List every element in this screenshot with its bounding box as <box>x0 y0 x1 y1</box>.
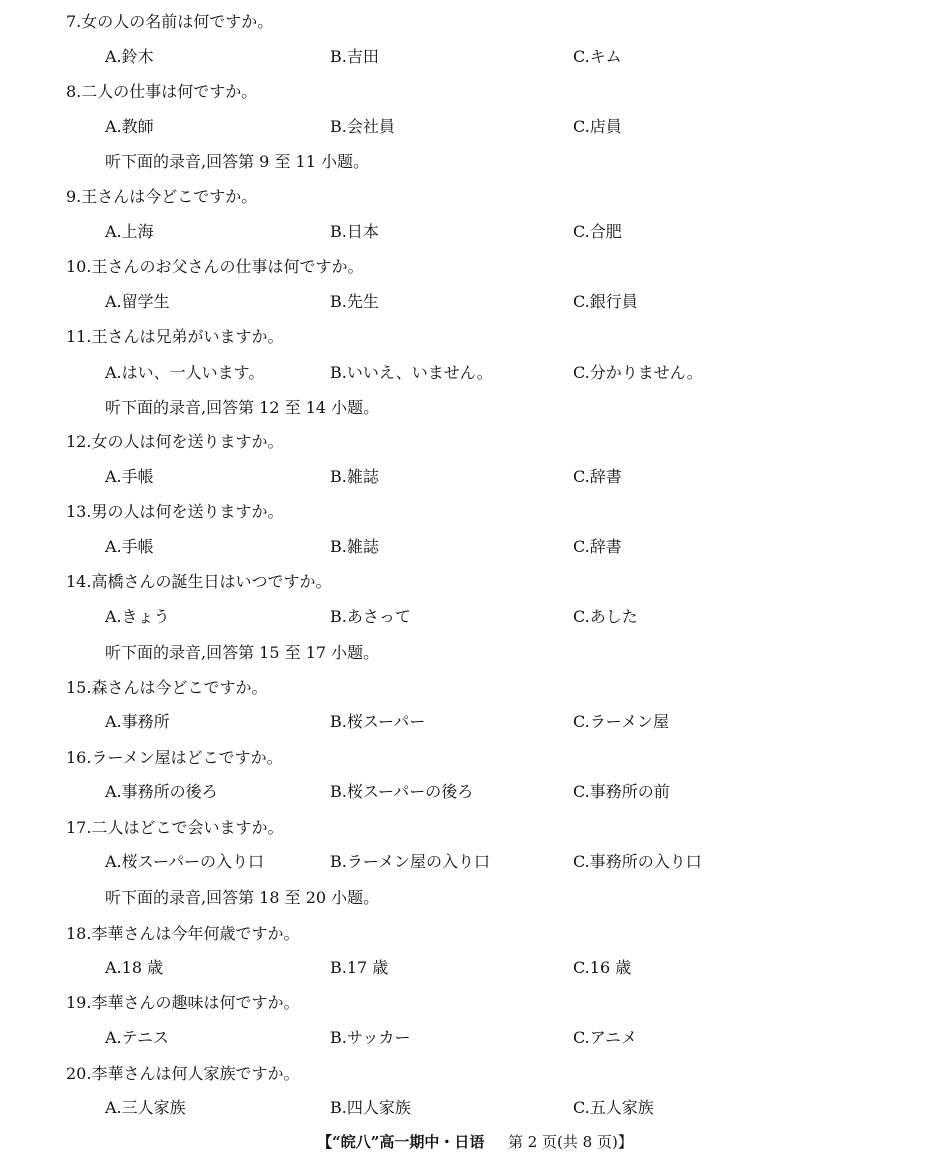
option-a: A.留学生 <box>105 292 170 311</box>
options-10 <box>0 289 950 315</box>
options-18 <box>0 955 950 981</box>
option-c: C.アニメ <box>573 1028 637 1047</box>
section-instruction: 听下面的录音,回答第 12 至 14 小题。 <box>105 398 380 417</box>
option-c: C.辞書 <box>573 467 622 486</box>
option-b: B.四人家族 <box>330 1098 411 1117</box>
option-a: A.事務所 <box>105 712 170 731</box>
section-instruction: 听下面的录音,回答第 9 至 11 小题。 <box>105 152 369 171</box>
option-a: A.きょう <box>105 607 170 626</box>
option-c: C.キム <box>573 47 622 66</box>
option-c: C.辞書 <box>573 537 622 556</box>
option-a: A.桜スーパーの入り口 <box>105 852 265 871</box>
question-8: 8.二人の仕事は何ですか。 <box>66 82 258 101</box>
option-a: A.手帳 <box>105 467 154 486</box>
option-b: B.桜スーパー <box>330 712 426 731</box>
option-c: C.合肥 <box>573 222 622 241</box>
option-a: A.はい、一人います。 <box>105 363 265 382</box>
option-b: B.日本 <box>330 222 379 241</box>
option-a: A.教師 <box>105 117 154 136</box>
options-9 <box>0 219 950 245</box>
option-b: B.サッカー <box>330 1028 411 1047</box>
option-b: B.いいえ、いません。 <box>330 363 493 382</box>
question-18: 18.李華さんは今年何歳ですか。 <box>66 924 300 943</box>
option-a: A.18 歳 <box>105 958 164 977</box>
options-16 <box>0 779 950 805</box>
page-footer <box>0 1131 950 1153</box>
section-instruction: 听下面的录音,回答第 15 至 17 小题。 <box>105 643 380 662</box>
question-17: 17.二人はどこで会いますか。 <box>66 818 284 837</box>
question-16: 16.ラーメン屋はどこですか。 <box>66 748 283 767</box>
option-c: C.五人家族 <box>573 1098 654 1117</box>
option-b: B.桜スーパーの後ろ <box>330 782 474 801</box>
question-12: 12.女の人は何を送りますか。 <box>66 432 284 451</box>
options-17 <box>0 849 950 875</box>
options-11 <box>0 360 950 386</box>
option-b: B.ラーメン屋の入り口 <box>330 852 491 871</box>
option-b: B.あさって <box>330 607 411 626</box>
option-b: B.会社員 <box>330 117 395 136</box>
options-13 <box>0 534 950 560</box>
option-a: A.上海 <box>105 222 154 241</box>
question-10: 10.王さんのお父さんの仕事は何ですか。 <box>66 257 364 276</box>
option-b: B.17 歳 <box>330 958 389 977</box>
option-c: C.銀行員 <box>573 292 638 311</box>
option-c: C.あした <box>573 607 638 626</box>
option-b: B.先生 <box>330 292 379 311</box>
option-a: A.手帳 <box>105 537 154 556</box>
option-b: B.雑誌 <box>330 537 379 556</box>
options-14 <box>0 604 950 630</box>
options-15 <box>0 709 950 735</box>
option-a: A.鈴木 <box>105 47 154 66</box>
footer-title: 【“皖八”高一期中・日语 <box>317 1133 485 1151</box>
option-c: C.事務所の前 <box>573 782 670 801</box>
option-a: A.事務所の後ろ <box>105 782 218 801</box>
option-a: A.三人家族 <box>105 1098 186 1117</box>
question-13: 13.男の人は何を送りますか。 <box>66 502 284 521</box>
options-8 <box>0 114 950 140</box>
question-14: 14.高橋さんの誕生日はいつですか。 <box>66 572 332 591</box>
option-c: C.事務所の入り口 <box>573 852 702 871</box>
question-15: 15.森さんは今どこですか。 <box>66 678 268 697</box>
option-c: C.店員 <box>573 117 622 136</box>
options-19 <box>0 1025 950 1051</box>
question-20: 20.李華さんは何人家族ですか。 <box>66 1064 300 1083</box>
section-instruction: 听下面的录音,回答第 18 至 20 小题。 <box>105 888 380 907</box>
question-9: 9.王さんは今どこですか。 <box>66 187 258 206</box>
options-7 <box>0 44 950 70</box>
footer-page-number: 第 2 页(共 8 页)】 <box>507 1133 633 1151</box>
options-20 <box>0 1095 950 1121</box>
option-c: C.ラーメン屋 <box>573 712 669 731</box>
options-12 <box>0 464 950 490</box>
option-b: B.吉田 <box>330 47 379 66</box>
question-19: 19.李華さんの趣味は何ですか。 <box>66 993 300 1012</box>
question-7: 7.女の人の名前は何ですか。 <box>66 12 274 31</box>
option-c: C.16 歳 <box>573 958 632 977</box>
option-c: C.分かりません。 <box>573 363 703 382</box>
question-11: 11.王さんは兄弟がいますか。 <box>66 327 284 346</box>
option-a: A.テニス <box>105 1028 170 1047</box>
option-b: B.雑誌 <box>330 467 379 486</box>
